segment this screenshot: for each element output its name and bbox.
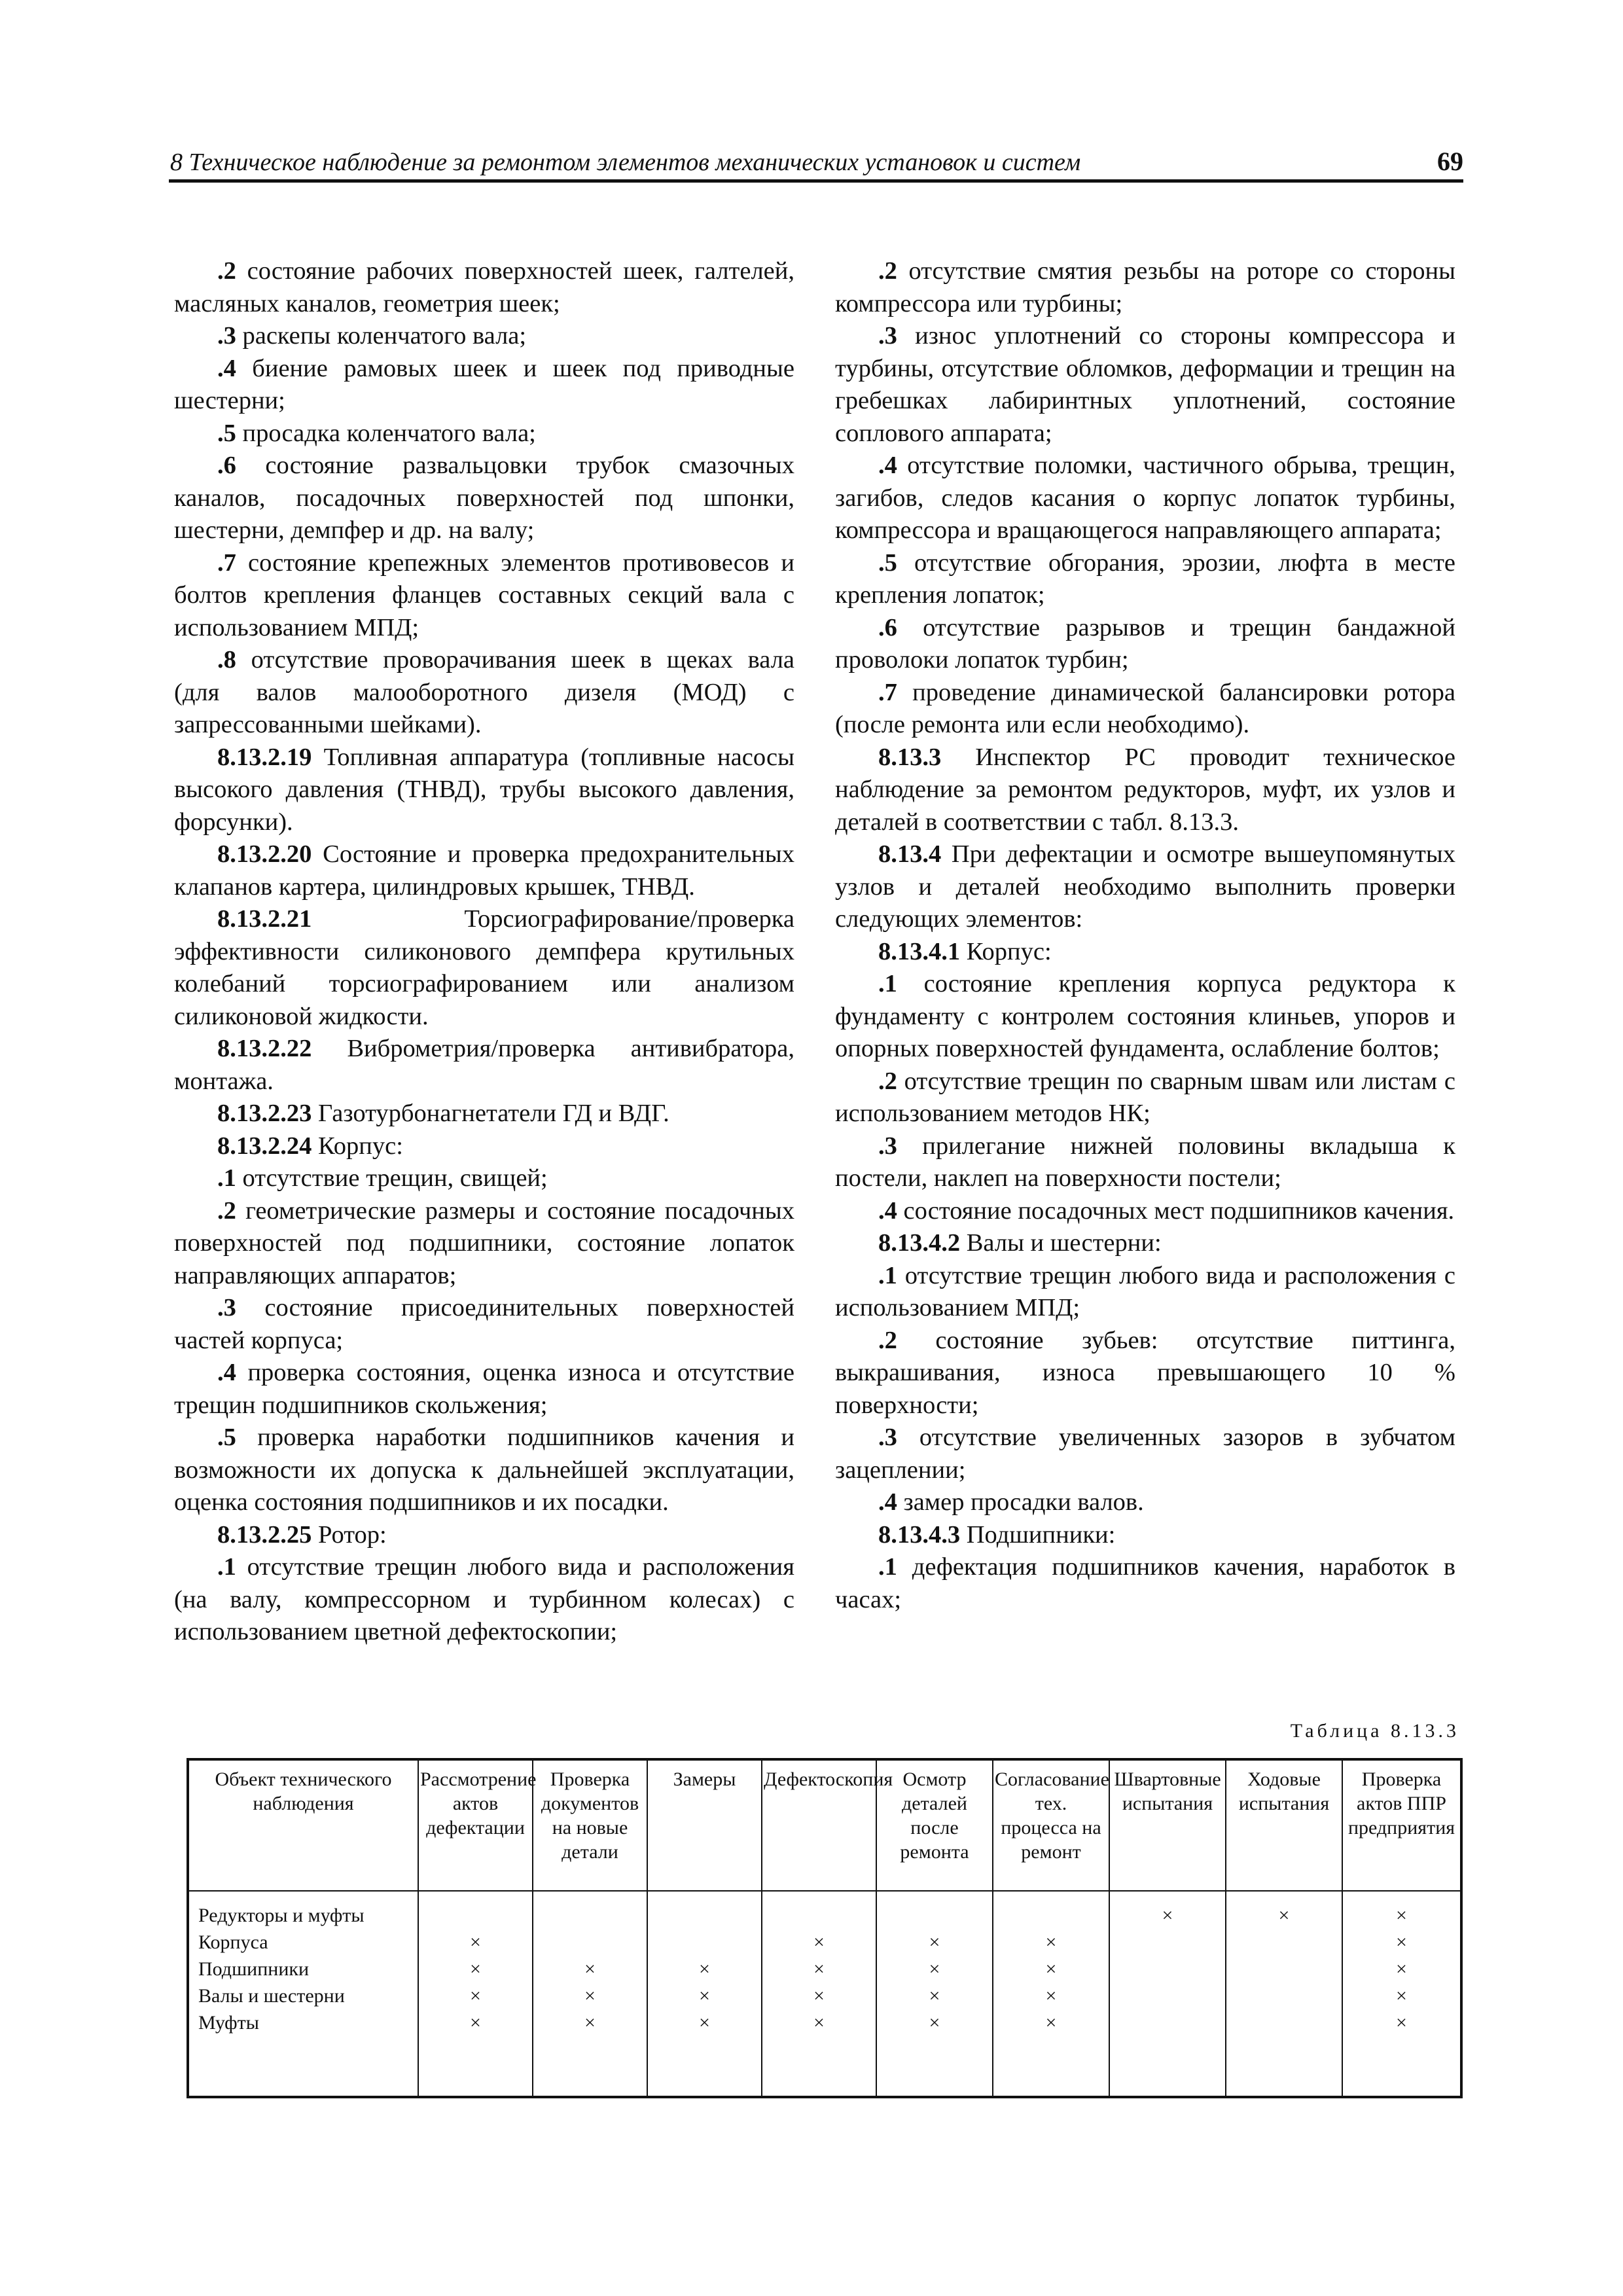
paragraph-text: Состояние и проверка предохранительных клапанов картера, цилиндровых крышек, ТНВД. <box>174 840 794 901</box>
table-cell <box>1109 1891 1226 1930</box>
table-cell <box>418 1891 533 1930</box>
table-object-cell: Муфты <box>188 2011 418 2037</box>
check-mark: × <box>929 2012 940 2034</box>
paragraph <box>835 1066 1455 1130</box>
check-mark: × <box>470 2012 481 2034</box>
table-caption: Таблица 8.13.3 <box>1290 1720 1459 1742</box>
paragraph-text: геометрические размеры и состояние посадочных поверхностей под подшипники, состояние лопаток направляющих аппаратов; <box>174 1196 794 1289</box>
table-empty-cell <box>1226 2037 1342 2097</box>
paragraph-text: раскепы коленчатого вала; <box>236 322 527 350</box>
check-mark: × <box>1396 2012 1407 2034</box>
table-header-cell: Рассмотрение актов дефектации <box>418 1759 533 1891</box>
check-mark: × <box>1045 1958 1057 1980</box>
paragraph-text: Газотурбонагнетатели ГД и ВДГ. <box>312 1100 669 1127</box>
paragraph-text: Ротор: <box>312 1520 387 1549</box>
check-mark: × <box>1045 2012 1057 2034</box>
paragraph-text: отсутствие увеличенных зазоров в зубчатом зацеплении; <box>835 1424 1455 1484</box>
table-cell <box>647 1957 762 1984</box>
table-empty-cell <box>418 2037 533 2097</box>
table-cell <box>533 1957 647 1984</box>
paragraph-number: .1 <box>878 970 897 997</box>
table-header-cell: Осмотр деталей после ремонта <box>876 1759 993 1891</box>
table-cell <box>1342 1984 1461 2011</box>
check-mark: × <box>929 1931 940 1953</box>
paragraph-text: Топливная аппаратура (топливные насосы высокого давления (ТНВД), трубы высокого давления, форсунки). <box>174 743 794 836</box>
paragraph-text: состояние развальцовки трубок смазочных каналов, посадочных поверхностей под шпонки, шестерни, демпфер и др. на валу; <box>174 452 794 544</box>
paragraph <box>174 1033 794 1098</box>
table-row <box>188 1957 1461 1984</box>
paragraph-text: отсутствие трещин по сварным швам или листам с использованием методов НК; <box>835 1067 1455 1127</box>
table-header-row <box>188 1759 1461 1891</box>
table-row <box>188 1891 1461 1930</box>
paragraph <box>835 1551 1455 1616</box>
table-cell <box>876 1957 993 1984</box>
paragraph-text: проверка состояния, оценка износа и отсутствие трещин подшипников скольжения; <box>174 1359 794 1419</box>
paragraph-number: .2 <box>878 1326 897 1354</box>
table-cell <box>1342 1957 1461 1984</box>
table-row <box>188 1984 1461 2011</box>
table-cell <box>418 2011 533 2037</box>
table-cell <box>647 1891 762 1930</box>
table-cell <box>1226 2011 1342 2037</box>
table-header-cell: Дефектоскопия <box>762 1759 876 1891</box>
paragraph-number: .7 <box>878 678 897 706</box>
table-cell <box>647 1930 762 1957</box>
table-header-cell: Замеры <box>647 1759 762 1891</box>
table-empty-cell <box>647 2037 762 2097</box>
paragraph-text: Корпус: <box>312 1132 403 1160</box>
check-mark: × <box>1396 1985 1407 2007</box>
paragraph-number: .6 <box>217 452 236 479</box>
paragraph-text: износ уплотнений со стороны компрессора и турбины, отсутствие обломков, деформации и трещин на гребешках лабиринтных уплотнений, состояние соплового аппарата; <box>835 322 1455 447</box>
paragraph-number: 8.13.4.2 <box>878 1229 961 1257</box>
table-cell <box>533 2011 647 2037</box>
paragraph-number: 8.13.2.19 <box>217 743 312 771</box>
paragraph <box>835 1195 1455 1228</box>
table-cell <box>1226 1930 1342 1957</box>
paragraph <box>835 1130 1455 1195</box>
paragraph-number: .3 <box>217 322 236 350</box>
table-cell <box>1342 1891 1461 1930</box>
paragraph <box>174 742 794 839</box>
table-cell <box>762 1891 876 1930</box>
paragraph-text: отсутствие обгорания, эрозии, люфта в месте крепления лопаток; <box>835 548 1455 609</box>
paragraph <box>835 1422 1455 1486</box>
check-mark: × <box>813 1985 825 2007</box>
paragraph-text: состояние крепления корпуса редуктора к фундаменту с контролем состояния клиньев, упоров и опорных поверхностей фундамента, ослабление болтов; <box>835 970 1455 1062</box>
paragraph-number: .6 <box>878 613 897 641</box>
paragraph-number: .5 <box>217 419 236 447</box>
table-header-cell: Проверка актов ППР предприятия <box>1342 1759 1461 1891</box>
check-mark: × <box>584 2012 596 2034</box>
check-mark: × <box>584 1958 596 1980</box>
paragraph-number: .2 <box>878 1067 897 1095</box>
table-header-cell: Швартовные испытания <box>1109 1759 1226 1891</box>
check-mark: × <box>813 1958 825 1980</box>
paragraph-text: состояние посадочных мест подшипников качения. <box>897 1196 1455 1225</box>
table-header-cell: Объект технического наблюдения <box>188 1759 418 1891</box>
paragraph <box>174 1195 794 1293</box>
paragraph-text: биение рамовых шеек и шеек под приводные шестерни; <box>174 354 794 414</box>
paragraph-number: 8.13.2.25 <box>217 1520 312 1549</box>
check-mark: × <box>470 1931 481 1953</box>
paragraph-number: .7 <box>217 548 236 577</box>
paragraph-number: .5 <box>878 548 897 577</box>
table-object-cell: Корпуса <box>188 1930 418 1957</box>
paragraph <box>174 903 794 1033</box>
table-cell <box>1342 1930 1461 1957</box>
table-cell <box>1342 2011 1461 2037</box>
check-mark: × <box>584 1985 596 2007</box>
paragraph-number: .3 <box>878 322 897 350</box>
table-empty-cell <box>533 2037 647 2097</box>
paragraph <box>835 612 1455 677</box>
table-cell <box>647 2011 762 2037</box>
paragraph-number: 8.13.4 <box>878 840 942 868</box>
table-cell <box>418 1957 533 1984</box>
paragraph <box>835 1227 1455 1260</box>
table-cell <box>533 1930 647 1957</box>
paragraph <box>174 255 794 320</box>
check-mark: × <box>813 1931 825 1953</box>
paragraph <box>835 1519 1455 1552</box>
running-header <box>169 143 1463 183</box>
table-cell <box>1226 1984 1342 2011</box>
paragraph-text: Виброметрия/проверка антивибратора, монтажа. <box>174 1035 794 1095</box>
check-mark: × <box>1162 1905 1173 1926</box>
paragraph <box>174 838 794 903</box>
paragraph <box>174 353 794 418</box>
table-cell <box>762 2011 876 2037</box>
check-mark: × <box>1045 1985 1057 2007</box>
paragraph-text: Корпус: <box>960 937 1052 965</box>
table-empty-cell <box>188 2037 418 2097</box>
table-header-cell: Ходовые испытания <box>1226 1759 1342 1891</box>
paragraph <box>174 450 794 547</box>
table-cell <box>993 1891 1109 1930</box>
paragraph-text: состояние рабочих поверхностей шеек, галтелей, масляных каналов, геометрия шеек; <box>174 257 794 317</box>
paragraph-number: .3 <box>878 1424 897 1451</box>
check-mark: × <box>929 1958 940 1980</box>
table-empty-cell <box>1109 2037 1226 2097</box>
paragraph-number: .3 <box>217 1294 236 1321</box>
table-cell <box>533 1984 647 2011</box>
paragraph <box>835 742 1455 839</box>
inspection-table <box>187 1758 1463 2098</box>
paragraph-number: 8.13.4.1 <box>878 937 961 965</box>
table-filler-row <box>188 2037 1461 2097</box>
check-mark: × <box>470 1958 481 1980</box>
paragraph-number: 8.13.2.23 <box>217 1100 312 1127</box>
paragraph-number: .4 <box>217 354 236 382</box>
table-cell <box>418 1930 533 1957</box>
paragraph-text: состояние зубьев: отсутствие питтинга, выкрашивания, износа превышающего 10 % поверхности; <box>835 1326 1455 1419</box>
table-cell <box>762 1930 876 1957</box>
table-empty-cell <box>762 2037 876 2097</box>
paragraph-number: .2 <box>878 257 897 285</box>
paragraph <box>174 1551 794 1649</box>
paragraph-number: .1 <box>878 1261 897 1289</box>
table-empty-cell <box>993 2037 1109 2097</box>
right-text-column <box>835 255 1455 1616</box>
table-empty-cell <box>1342 2037 1461 2097</box>
paragraph <box>835 1325 1455 1422</box>
paragraph-number: 8.13.2.20 <box>217 840 312 868</box>
paragraph-text: проведение динамической балансировки ротора (после ремонта или если необходимо). <box>835 678 1455 738</box>
paragraph-number: .5 <box>217 1424 236 1451</box>
check-mark: × <box>1278 1905 1290 1926</box>
paragraph-number: .3 <box>878 1132 897 1160</box>
table-cell <box>1226 1891 1342 1930</box>
paragraph-number: 8.13.2.21 <box>217 905 312 933</box>
table-cell <box>993 1957 1109 1984</box>
table-header-cell: Согласование тех. процесса на ремонт <box>993 1759 1109 1891</box>
check-mark: × <box>1045 1931 1057 1953</box>
paragraph-number: .4 <box>878 452 897 479</box>
paragraph-number: .2 <box>217 1196 236 1225</box>
paragraph-number: 8.13.2.24 <box>217 1132 312 1160</box>
table-cell <box>762 1984 876 2011</box>
paragraph <box>174 1130 794 1163</box>
paragraph-text: проверка наработки подшипников качения и возможности их допуска к дальнейшей эксплуатации, оценка состояния подшипников и их посадки. <box>174 1424 794 1516</box>
table-cell <box>762 1957 876 1984</box>
paragraph-text: отсутствие трещин, свищей; <box>236 1164 548 1192</box>
table-cell <box>876 1930 993 1957</box>
paragraph <box>835 936 1455 969</box>
paragraph-number: 8.13.3 <box>878 743 942 771</box>
paragraph-number: 8.13.2.22 <box>217 1035 312 1062</box>
paragraph <box>174 1422 794 1519</box>
table-cell <box>876 1891 993 1930</box>
paragraph-text: отсутствие смятия резьбы на роторе со стороны компрессора или турбины; <box>835 257 1455 317</box>
paragraph <box>835 968 1455 1066</box>
paragraph-number: .4 <box>878 1196 897 1225</box>
table-header-cell: Проверка документов на новые детали <box>533 1759 647 1891</box>
paragraph-text: дефектация подшипников качения, наработок в часах; <box>835 1553 1455 1613</box>
paragraph-text: отсутствие проворачивания шеек в щеках вала (для валов малооборотного дизеля (МОД) с запрессованными шейками). <box>174 646 794 738</box>
paragraph-number: .4 <box>217 1359 236 1386</box>
paragraph-text: отсутствие разрывов и трещин бандажной проволоки лопаток турбин; <box>835 613 1455 673</box>
paragraph-number: 8.13.4.3 <box>878 1520 961 1549</box>
check-mark: × <box>1396 1931 1407 1953</box>
table-object-cell: Подшипники <box>188 1957 418 1984</box>
table-cell <box>647 1984 762 2011</box>
paragraph-text: просадка коленчатого вала; <box>236 419 536 447</box>
paragraph-text: состояние крепежных элементов противовесов и болтов крепления фланцев составных секций вала с использованием МПД; <box>174 548 794 641</box>
paragraph-text: замер просадки валов. <box>897 1488 1144 1516</box>
paragraph-text: отсутствие поломки, частичного обрыва, трещин, загибов, следов касания о корпус лопаток турбины, компрессора и вращающегося направляющего аппарата; <box>835 452 1455 544</box>
table-cell <box>993 1984 1109 2011</box>
paragraph-number: .2 <box>217 257 236 285</box>
paragraph <box>835 450 1455 547</box>
check-mark: × <box>1396 1958 1407 1980</box>
table-cell <box>1109 1984 1226 2011</box>
paragraph-number: .1 <box>878 1553 897 1581</box>
paragraph-text: прилегание нижней половины вкладыша к постели, наклеп на поверхности постели; <box>835 1132 1455 1192</box>
paragraph <box>174 1162 794 1195</box>
paragraph <box>174 1292 794 1357</box>
check-mark: × <box>929 1985 940 2007</box>
table-cell <box>993 2011 1109 2037</box>
paragraph <box>174 644 794 742</box>
paragraph-number: .1 <box>217 1164 236 1192</box>
paragraph-number: .8 <box>217 646 236 673</box>
paragraph <box>835 1260 1455 1325</box>
paragraph-number: .1 <box>217 1553 236 1581</box>
table-object-cell: Валы и шестерни <box>188 1984 418 2011</box>
check-mark: × <box>1396 1905 1407 1926</box>
paragraph <box>835 677 1455 742</box>
table-row <box>188 1930 1461 1957</box>
page-number: 69 <box>1437 147 1463 176</box>
table-cell <box>1109 1957 1226 1984</box>
paragraph-text: Подшипники: <box>960 1520 1116 1549</box>
table-cell <box>418 1984 533 2011</box>
paragraph <box>174 1098 794 1130</box>
table-cell <box>1109 1930 1226 1957</box>
paragraph <box>174 547 794 645</box>
paragraph-text: отсутствие трещин любого вида и расположения (на валу, компрессорном и турбинном колесах) с использованием цветной дефектоскопии; <box>174 1553 794 1645</box>
table-object-cell: Редукторы и муфты <box>188 1891 418 1930</box>
paragraph-text: отсутствие трещин любого вида и расположения с использованием МПД; <box>835 1261 1455 1321</box>
table-empty-cell <box>876 2037 993 2097</box>
check-mark: × <box>699 1958 710 1980</box>
paragraph-number: .4 <box>878 1488 897 1516</box>
paragraph <box>835 1486 1455 1519</box>
paragraph <box>835 838 1455 936</box>
check-mark: × <box>699 1985 710 2007</box>
paragraph <box>174 320 794 353</box>
table-cell <box>533 1891 647 1930</box>
table-row <box>188 2011 1461 2037</box>
paragraph-text: При дефектации и осмотре вышеупомянутых узлов и деталей необходимо выполнить проверки следующих элементов: <box>835 840 1455 933</box>
paragraph <box>174 1357 794 1422</box>
table-cell <box>876 2011 993 2037</box>
running-header-title: 8 Техническое наблюдение за ремонтом элементов механических установок и систем <box>170 149 1081 176</box>
paragraph <box>174 418 794 450</box>
paragraph <box>835 255 1455 320</box>
table-cell <box>1109 2011 1226 2037</box>
check-mark: × <box>699 2012 710 2034</box>
table-cell <box>993 1930 1109 1957</box>
check-mark: × <box>813 2012 825 2034</box>
paragraph-text: Инспектор РС проводит техническое наблюдение за ремонтом редукторов, муфт, их узлов и деталей в соответствии с табл. 8.13.3. <box>835 743 1455 836</box>
paragraph-text: состояние присоединительных поверхностей частей корпуса; <box>174 1294 794 1354</box>
paragraph <box>835 547 1455 612</box>
left-text-column <box>174 255 794 1649</box>
paragraph-text: Торсиографирование/проверка эффективности силиконового демпфера крутильных колебаний торсиографированием или анализом силиконовой жидкости. <box>174 905 794 1030</box>
paragraph <box>174 1519 794 1552</box>
paragraph-text: Валы и шестерни: <box>960 1229 1162 1257</box>
paragraph <box>835 320 1455 450</box>
table-cell <box>876 1984 993 2011</box>
check-mark: × <box>470 1985 481 2007</box>
table-cell <box>1226 1957 1342 1984</box>
